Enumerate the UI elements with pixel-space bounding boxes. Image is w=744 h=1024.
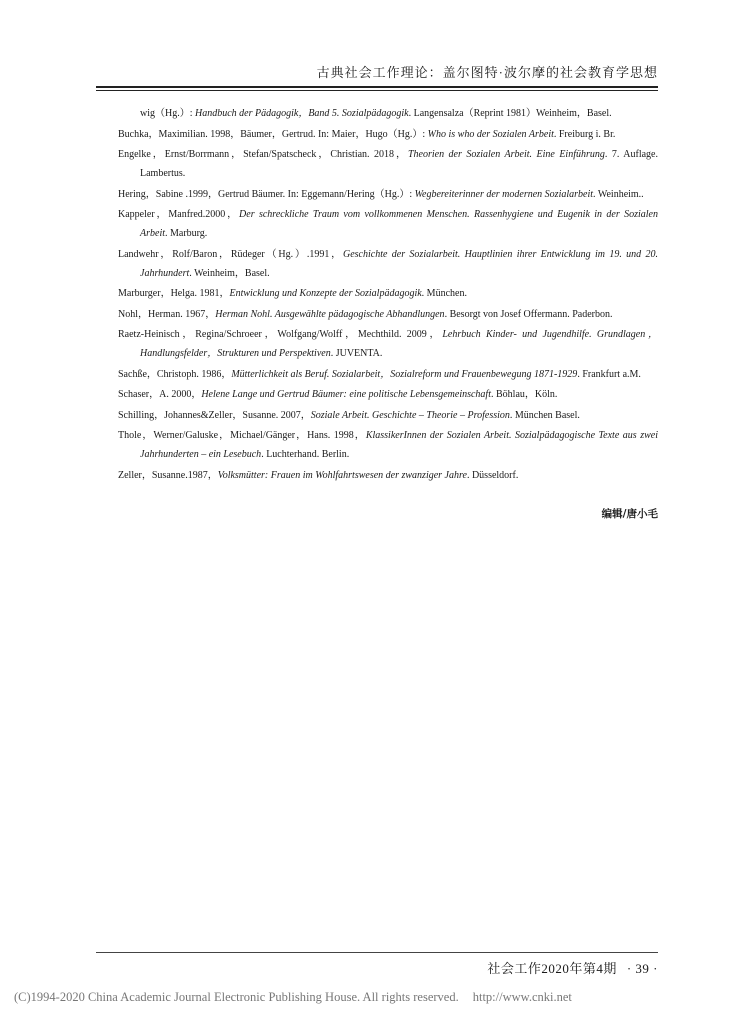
- reference-item: [118, 205, 658, 243]
- reference-authors: Engelke，Ernst/Borrmann，Stefan/Spatscheck，Christian. 2018，: [118, 149, 408, 160]
- reference-list: [118, 104, 658, 486]
- reference-title: Herman Nohl. Ausgewählte pädagogische Abhandlungen: [215, 308, 445, 320]
- reference-title: Soziale Arbeit. Geschichte – Theorie – Profession: [310, 409, 510, 421]
- copyright-line: [14, 990, 572, 1005]
- reference-title: Entwicklung und Konzepte der Sozialpädagogik: [229, 288, 422, 299]
- page-number: · 39 ·: [626, 961, 658, 976]
- reference-item: [118, 406, 658, 425]
- reference-publisher: . Luchterhand. Berlin.: [261, 449, 350, 460]
- reference-title: Der schreckliche Traum vom vollkommenen Menschen. Rassenhygiene und Eugenik in der Sozialen Arbeit: [140, 209, 658, 239]
- reference-item: [118, 145, 658, 183]
- reference-item: [118, 125, 658, 144]
- reference-title: KlassikerInnen der Sozialen Arbeit. Sozialpädagogische Texte aus zwei Jahrhunderten – ein Lesebuch: [140, 430, 658, 460]
- reference-publisher: . Düsseldorf.: [466, 469, 519, 481]
- reference-authors: Marburger，Helga. 1981，: [118, 288, 230, 299]
- reference-publisher: . Besorgt von Josef Offermann. Paderbon.: [444, 308, 613, 320]
- reference-authors: wig（Hg.）:: [140, 108, 195, 119]
- reference-publisher: . Freiburg i. Br.: [553, 128, 616, 140]
- reference-authors: Buchka，Maximilian. 1998，Bäumer，Gertrud. In: Maier，Hugo（Hg.）:: [118, 128, 428, 140]
- reference-title: Volksmütter: Frauen im Wohlfahrtswesen der zwanziger Jahre: [217, 469, 467, 481]
- journal-issue-line: [487, 958, 658, 977]
- reference-authors: Thole，Werner/Galuske，Michael/Gänger，Hans. 1998，: [118, 430, 366, 441]
- reference-publisher: . Marburg.: [165, 228, 208, 239]
- reference-title: Lehrbuch Kinder- und Jugendhilfe. Grundlagen，Handlungsfelder，Strukturen und Perspektiven: [140, 329, 659, 359]
- reference-item: [118, 385, 658, 404]
- reference-title: Wegbereiterinner der modernen Sozialarbeit: [414, 188, 594, 200]
- reference-item: [118, 365, 658, 384]
- reference-item: [118, 245, 658, 283]
- reference-authors: Schaser，A. 2000，: [118, 389, 202, 400]
- reference-authors: Zeller，Susanne.1987，: [118, 469, 218, 481]
- reference-publisher: . JUVENTA.: [330, 348, 383, 359]
- reference-publisher: . München Basel.: [509, 409, 580, 421]
- footer-rule: [96, 952, 658, 953]
- reference-item: [118, 426, 658, 464]
- reference-title: Geschichte der Sozialarbeit. Hauptlinien ihrer Entwicklung im 19. und 20. Jahrhundert: [140, 248, 659, 279]
- reference-authors: Landwehr，Rolf/Baron，Rüdeger（Hg.）.1991，: [118, 248, 343, 260]
- reference-publisher: . Böhlau，Köln.: [491, 389, 558, 400]
- reference-item: [118, 284, 658, 303]
- reference-publisher: . Langensalza（Reprint 1981）Weinheim，Basel.: [408, 108, 612, 119]
- journal-issue: 社会工作2020年第4期: [487, 961, 617, 976]
- reference-item: [118, 305, 658, 324]
- reference-authors: Sachße，Christoph. 1986，: [118, 368, 232, 380]
- reference-title: Theorien der Sozialen Arbeit. Eine Einführung: [407, 149, 605, 160]
- reference-item: [118, 325, 658, 363]
- copyright-text: (C)1994-2020 China Academic Journal Electronic Publishing House. All rights reserved.: [14, 990, 459, 1004]
- reference-authors: Kappeler，Manfred.2000，: [118, 209, 240, 220]
- editor-credit: 编辑/唐小毛: [601, 508, 658, 520]
- reference-publisher: . München.: [421, 288, 467, 299]
- reference-authors: Schilling，Johannes&Zeller，Susanne. 2007，: [118, 409, 311, 421]
- reference-item: [118, 185, 658, 204]
- reference-title: Handbuch der Pädagogik，Band 5. Sozialpädagogik: [195, 108, 409, 119]
- reference-title: Helene Lange und Gertrud Bäumer: eine politische Lebensgemeinschaft: [201, 389, 491, 400]
- reference-publisher: . Weinheim，Basel.: [189, 267, 270, 279]
- reference-item: [118, 466, 658, 485]
- reference-authors: Hering，Sabine .1999，Gertrud Bäumer. In: Eggemann/Hering（Hg.）:: [118, 188, 415, 200]
- reference-publisher: . 7. Auflage. Lambertus.: [140, 149, 658, 179]
- reference-publisher: . Weinheim..: [593, 188, 644, 200]
- reference-title: Who is who der Sozialen Arbeit: [427, 128, 554, 140]
- reference-title: Mütterlichkeit als Beruf. Sozialarbeit，Sozialreform und Frauenbewegung 1871-1929: [231, 368, 578, 380]
- reference-authors: Nohl，Herman. 1967，: [118, 308, 216, 320]
- cnki-url[interactable]: http://www.cnki.net: [472, 990, 572, 1004]
- reference-authors: Raetz-Heinisch，Regina/Schroeer，Wolfgang/Wolff，Mechthild. 2009，: [118, 329, 443, 340]
- running-header: 古典社会工作理论：盖尔图特·波尔摩的社会教育学思想: [96, 62, 658, 88]
- reference-publisher: . Frankfurt a.M.: [577, 368, 641, 380]
- reference-item: [118, 104, 658, 123]
